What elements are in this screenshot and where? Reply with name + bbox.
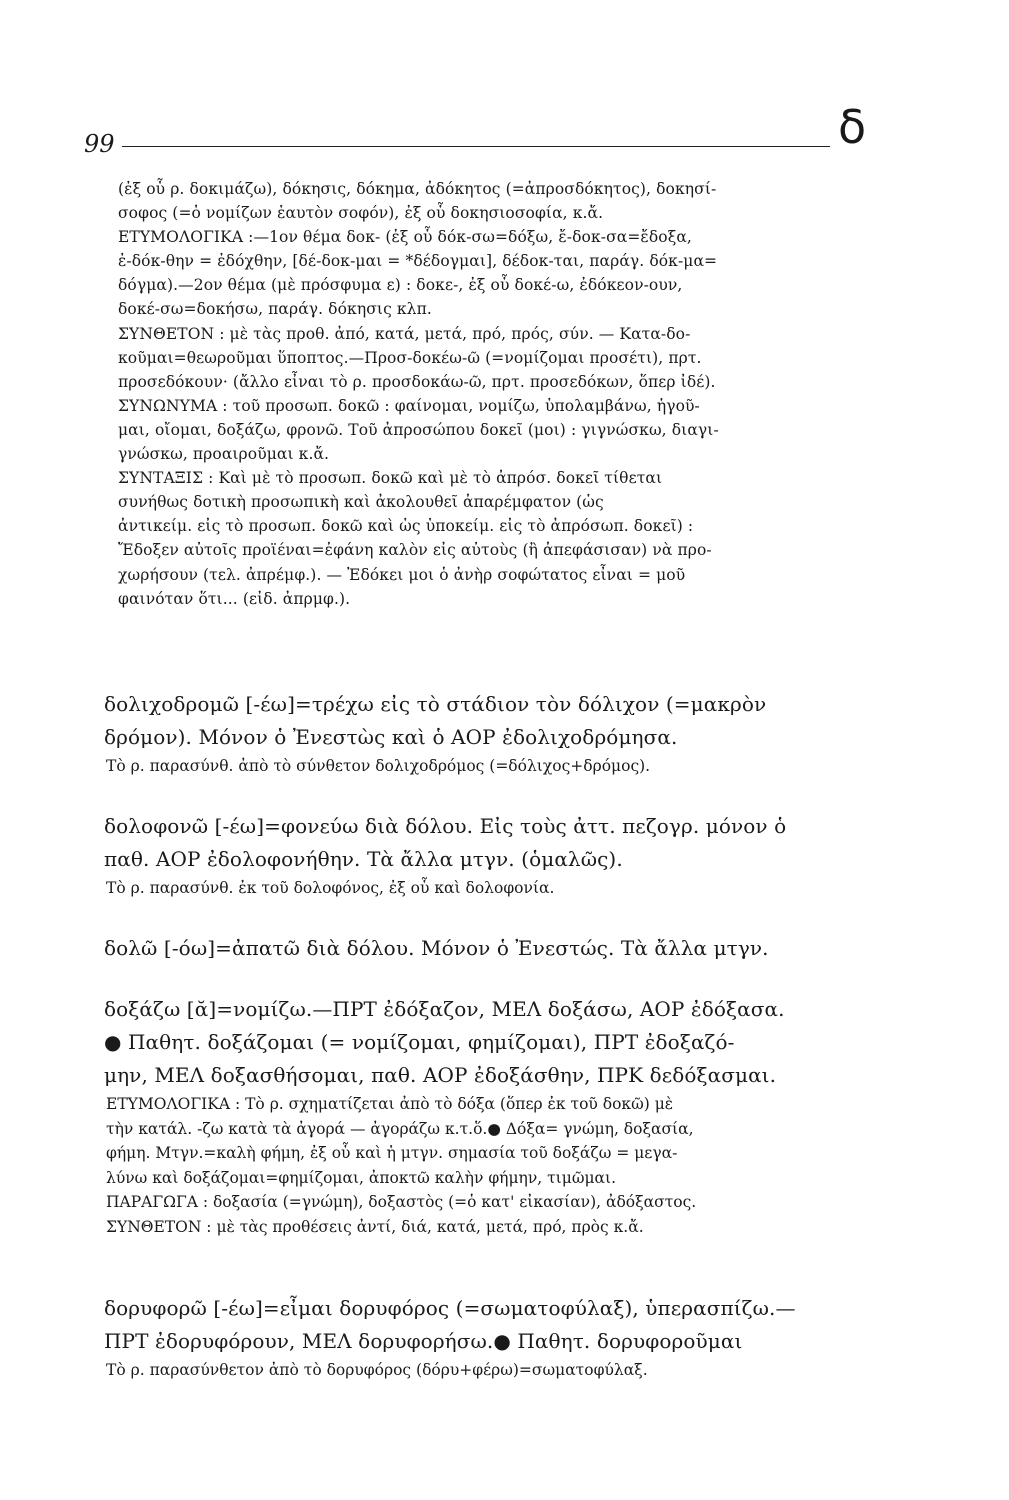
entry-dolo: [104, 932, 894, 965]
continuation-line: γνώσκω, προαιροῦμαι κ.ἄ.: [118, 445, 330, 464]
continuation-line: (ἐξ οὗ ρ. δοκιμάζω), δόκησις, δόκημα, ἀδόκητος (=ἀπροσδόκητος), δοκησί-: [118, 180, 717, 198]
entry-note-line: Τὸ ρ. παρασύνθετον ἀπὸ τὸ δορυφόρος (δόρυ+φέρω)=σωματοφύλαξ.: [106, 1361, 648, 1379]
continuation-line: προσεδόκουν· (ἄλλο εἶναι τὸ ρ. προσδοκάω-ῶ, πρτ. προσεδόκων, ὅπερ ἰδέ).: [118, 372, 716, 391]
entry-dolofono: [104, 810, 894, 901]
continuation-block: [118, 177, 878, 611]
continuation-line: φαινόταν ὅτι... (εἰδ. ἀπρμφ.).: [118, 589, 351, 608]
entry-note-line: ΕΤΥΜΟΛΟΓΙΚΑ : Τὸ ρ. σχηματίζεται ἀπὸ τὸ δόξα (ὅπερ ἐκ τοῦ δοκῶ) μὲ: [106, 1095, 674, 1113]
entry-doryforo: [104, 1292, 894, 1383]
entry-dolichodromo: [104, 688, 894, 779]
continuation-line: δόγμα).—2ον θέμα (μὲ πρόσφυμα ε) : δοκε-, ἐξ οὗ δοκέ-ω, ἐδόκεον-ουν,: [118, 276, 683, 295]
continuation-line: κοῦμαι=θεωροῦμαι ὕποπτος.—Προσ-δοκέω-ῶ (=νομίζομαι προσέτι), πρτ.: [118, 348, 702, 367]
entry-main-line: δορυφορῶ [-έω]=εἶμαι δορυφόρος (=σωματοφύλαξ), ὑπερασπίζω.—: [104, 1296, 796, 1320]
continuation-line: ΣΥΝΩΝΥΜΑ : τοῦ προσωπ. δοκῶ : φαίνομαι, νομίζω, ὑπολαμβάνω, ἡγοῦ-: [118, 396, 700, 415]
entry-main-line: δολοφονῶ [-έω]=φονεύω διὰ δόλου. Εἰς τοὺς ἀττ. πεζογρ. μόνον ὁ: [104, 814, 787, 838]
continuation-line: ΣΥΝΘΕΤΟΝ : μὲ τὰς προθ. ἀπό, κατά, μετά, πρό, πρός, σύν. — Κατα-δο-: [118, 324, 691, 343]
continuation-line: ΕΤΥΜΟΛΟΓΙΚΑ :—1ον θέμα δοκ- (ἐξ οὗ δόκ-σω=δόξω, ἔ-δοκ-σα=ἔδοξα,: [118, 228, 692, 247]
entry-main-line: δρόμον). Μόνον ὁ Ἐνεστὼς καὶ ὁ ΑΟΡ ἐδολιχοδρόμησα.: [104, 725, 678, 749]
entry-doxazo: [104, 993, 894, 1240]
entry-main-line: δοξάζω [ᾰ]=νομίζω.—ΠΡΤ ἐδόξαζον, ΜΕΛ δοξάσω, ΑΟΡ ἐδόξασα.: [104, 997, 785, 1021]
entry-note-line: Τὸ ρ. παρασύνθ. ἀπὸ τὸ σύνθετον δολιχοδρόμος (=δόλιχος+δρόμος).: [106, 757, 651, 775]
continuation-line: μαι, οἴομαι, δοξάζω, φρονῶ. Τοῦ ἀπροσώπου δοκεῖ (μοι) : γιγνώσκω, διαγι-: [118, 420, 719, 439]
entry-note-line: τὴν κατάλ. -ζω κατὰ τὰ ἀγορά — ἀγοράζω κ.τ.ὅ.● Δόξα= γνώμη, δοξασία,: [106, 1119, 694, 1138]
entry-main-line: παθ. ΑΟΡ ἐδολοφονήθην. Τὰ ἄλλα μτγν. (ὁμαλῶς).: [104, 847, 623, 871]
continuation-line: χωρήσουν (τελ. ἀπρέμφ.). — Ἐδόκει μοι ὁ ἀνὴρ σοφώτατος εἶναι = μοῦ: [118, 565, 686, 584]
entry-main-line: μην, ΜΕΛ δοξασθήσομαι, παθ. ΑΟΡ ἐδοξάσθην, ΠΡΚ δεδόξασμαι.: [104, 1063, 777, 1087]
continuation-line: ἀντικείμ. εἰς τὸ προσωπ. δοκῶ καὶ ὡς ὑποκείμ. εἰς τὸ ἀπρόσωπ. δοκεῖ) :: [118, 517, 694, 536]
entry-note-line: Τὸ ρ. παρασύνθ. ἐκ τοῦ δολοφόνος, ἐξ οὗ καὶ δολοφονία.: [106, 879, 555, 897]
entry-main-line: ΠΡΤ ἐδορυφόρουν, ΜΕΛ δορυφορήσω.● Παθητ. δορυφοροῦμαι: [104, 1329, 743, 1353]
continuation-line: σοφος (=ὁ νομίζων ἑαυτὸν σοφόν), ἐξ οὗ δοκησιοσοφία, κ.ἄ.: [118, 204, 604, 223]
entry-note-line: φήμη. Μτγν.=καλὴ φήμη, ἐξ οὗ καὶ ἡ μτγν. σημασία τοῦ δοξάζω = μεγα-: [106, 1144, 678, 1163]
entry-main-line: ● Παθητ. δοξάζομαι (= νομίζομαι, φημίζομαι), ΠΡΤ ἐδοξαζό-: [104, 1030, 735, 1054]
entry-note-line: λύνω καὶ δοξάζομαι=φημίζομαι, ἀποκτῶ καλὴν φήμην, τιμῶμαι.: [106, 1168, 617, 1187]
entry-main-line: δολιχοδρομῶ [-έω]=τρέχω εἰς τὸ στάδιον τὸν δόλιχον (=μακρὸν: [104, 692, 767, 716]
entry-note-line: ΠΑΡΑΓΩΓΑ : δοξασία (=γνώμη), δοξαστὸς (=ὁ κατ' εἰκασίαν), ἀδόξαστος.: [106, 1193, 697, 1212]
continuation-line: ΣΥΝΤΑΞΙΣ : Καὶ μὲ τὸ προσωπ. δοκῶ καὶ μὲ τὸ ἀπρόσ. δοκεῖ τίθεται: [118, 469, 663, 488]
section-letter: δ: [838, 100, 867, 154]
continuation-line: δοκέ-σω=δοκήσω, παράγ. δόκησις κλπ.: [118, 300, 432, 319]
page-number: 99: [84, 130, 115, 158]
entry-note-line: ΣΥΝΘΕΤΟΝ : μὲ τὰς προθέσεις ἀντί, διά, κατά, μετά, πρό, πρὸς κ.ἄ.: [106, 1217, 644, 1236]
continuation-line: ἐ-δόκ-θην = ἐδόχθην, [δέ-δοκ-μαι = *δέδογμαι], δέδοκ-ται, παράγ. δόκ-μα=: [118, 252, 718, 271]
header-rule: [122, 146, 830, 147]
continuation-line: Ἔδοξεν αὐτοῖς προϊέναι=ἐφάνη καλὸν εἰς αὐτοὺς (ἢ ἀπεφάσισαν) νὰ προ-: [118, 541, 712, 560]
entry-main-line: δολῶ [-όω]=ἀπατῶ διὰ δόλου. Μόνον ὁ Ἐνεστώς. Τὰ ἄλλα μτγν.: [104, 936, 769, 960]
continuation-line: συνήθως δοτικὴ προσωπικὴ καὶ ἀκολουθεῖ ἀπαρέμφατον (ὡς: [118, 493, 604, 512]
